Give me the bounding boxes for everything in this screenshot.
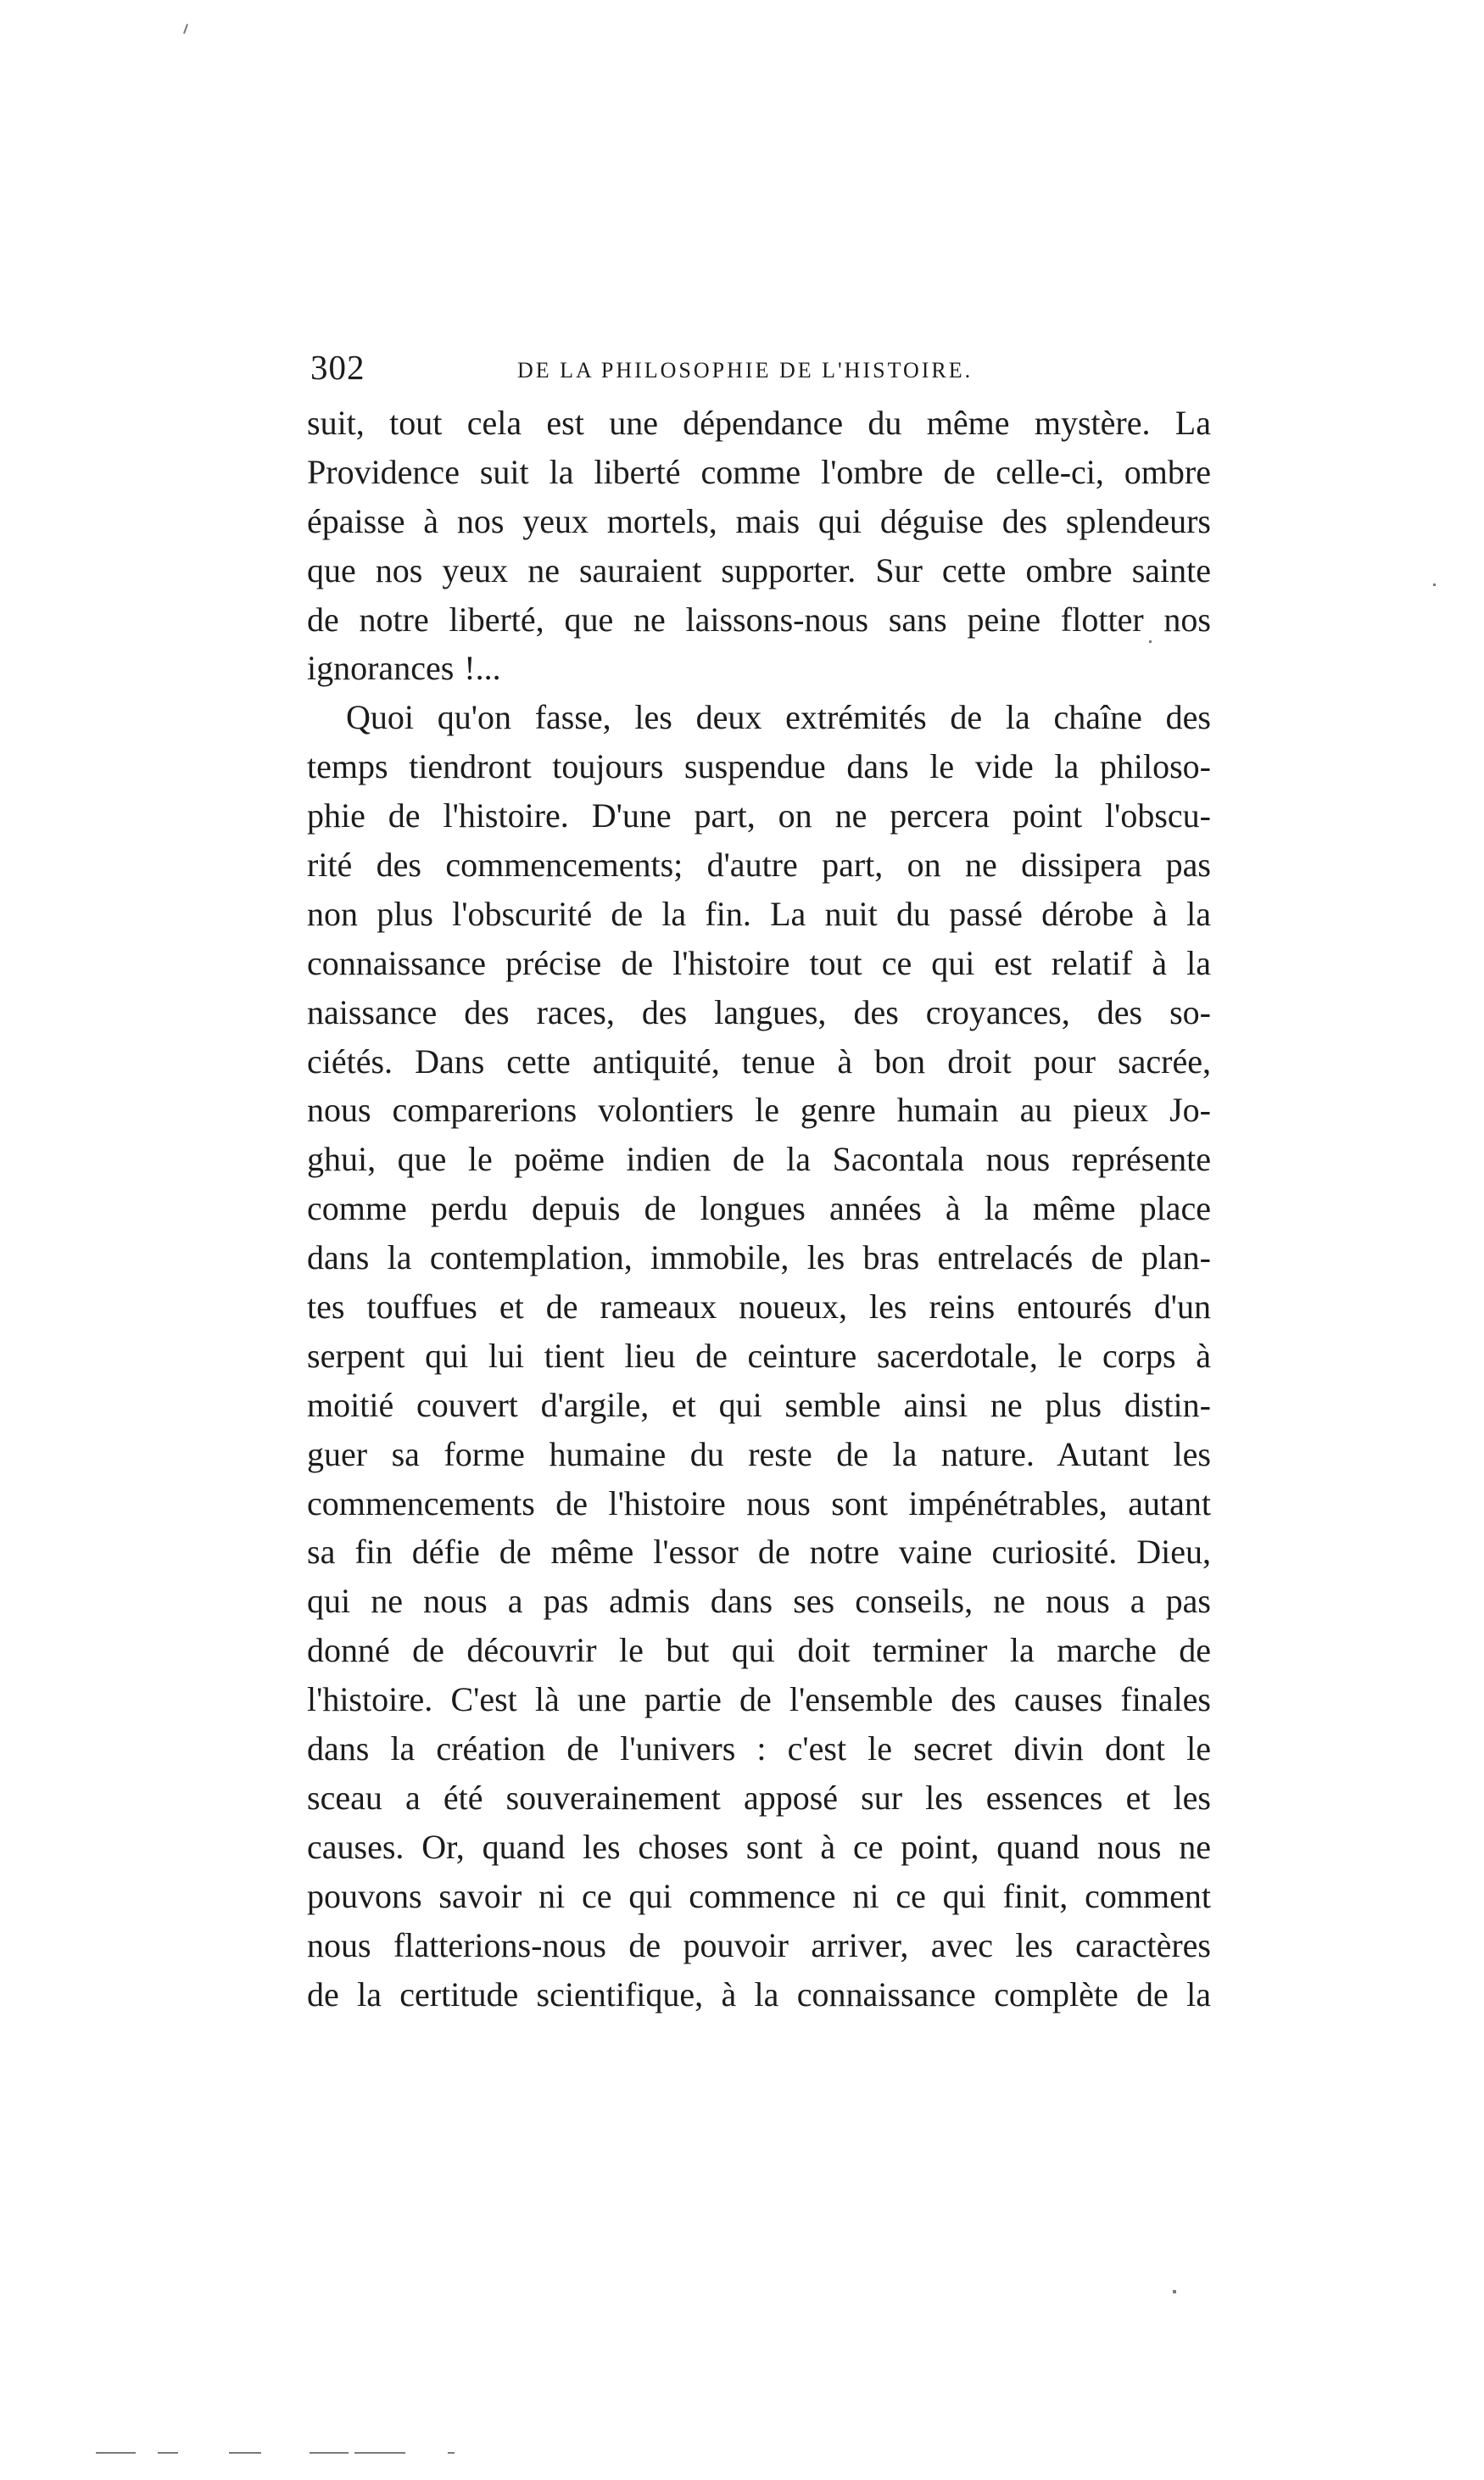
text-line: nous flatterions-nous de pouvoir arriver, avec les caractères <box>307 1925 1211 1964</box>
text-line: l'histoire. C'est là une partie de l'ensemble des causes finales <box>307 1680 1211 1719</box>
scan-speck <box>354 2452 405 2454</box>
text-line: donné de découvrir le but qui doit terminer la marche de <box>307 1631 1211 1670</box>
text-line: serpent qui lui tient lieu de ceinture sacerdotale, le corps à <box>307 1336 1211 1375</box>
scan-speck <box>158 2452 178 2454</box>
text-line: de notre liberté, que ne laissons-nous sans peine flotter nos <box>307 600 1211 639</box>
text-line: tes touffues et de rameaux noueux, les reins entourés d'un <box>307 1287 1211 1327</box>
text-line: connaissance précise de l'histoire tout ce qui est relatif à la <box>307 943 1211 982</box>
text-line: sa fin défie de même l'essor de notre vaine curiosité. Dieu, <box>307 1533 1211 1572</box>
text-line: ciétés. Dans cette antiquité, tenue à bon droit pour sacrée, <box>307 1042 1211 1081</box>
text-line: dans la création de l'univers : c'est le secret divin dont le <box>307 1729 1211 1768</box>
text-line: que nos yeux ne sauraient supporter. Sur cette ombre sainte <box>307 550 1211 589</box>
text-line: pouvons savoir ni ce qui commence ni ce qui finit, comment <box>307 1876 1211 1915</box>
text-line: commencements de l'histoire nous sont impénétrables, autant <box>307 1483 1211 1522</box>
text-line: dans la contemplation, immobile, les bras entrelacés de plan- <box>307 1238 1211 1277</box>
text-line: qui ne nous a pas admis dans ses conseils, ne nous a pas <box>307 1582 1211 1621</box>
text-line: ghui, que le poëme indien de la Sacontala nous représente <box>307 1140 1211 1179</box>
text-line: temps tiendront toujours suspendue dans le vide la philoso- <box>307 747 1211 786</box>
page-number: 302 <box>310 348 365 387</box>
scan-speck <box>229 2452 261 2454</box>
scan-speck <box>310 2452 349 2454</box>
text-line: sceau a été souverainement apposé sur les essences et les <box>307 1778 1211 1817</box>
text-line: épaisse à nos yeux mortels, mais qui déguise des splendeurs <box>307 501 1211 540</box>
body-text <box>307 399 1211 2019</box>
scan-speck <box>448 2452 455 2454</box>
text-line: rité des commencements; d'autre part, on ne dissipera pas <box>307 846 1211 885</box>
paragraph-start-line: Quoi qu'on fasse, les deux extrémités de la chaîne des <box>346 698 1211 737</box>
text-line: guer sa forme humaine du reste de la nature. Autant les <box>307 1434 1211 1473</box>
text-line: de la certitude scientifique, à la connaissance complète de la <box>307 1975 1211 2014</box>
text-line: nous comparerions volontiers le genre humain au pieux Jo- <box>307 1091 1211 1130</box>
scan-speck <box>1173 2290 1176 2293</box>
text-line: naissance des races, des langues, des croyances, des so- <box>307 992 1211 1031</box>
text-line: phie de l'histoire. D'une part, on ne percera point l'obscu- <box>307 796 1211 835</box>
scan-speck <box>1149 640 1152 643</box>
text-line: causes. Or, quand les choses sont à ce point, quand nous ne <box>307 1827 1211 1866</box>
text-line: moitié couvert d'argile, et qui semble ainsi ne plus distin- <box>307 1385 1211 1424</box>
text-line: suit, tout cela est une dépendance du même mystère. La <box>307 404 1211 442</box>
paragraph-end-line: ignorances !... <box>307 649 501 688</box>
text-line: comme perdu depuis de longues années à la même place <box>307 1189 1211 1228</box>
text-line: Providence suit la liberté comme l'ombre de celle-ci, ombre <box>307 452 1211 491</box>
text-line: non plus l'obscurité de la fin. La nuit du passé dérobe à la <box>307 894 1211 933</box>
scan-speck <box>183 24 188 34</box>
running-title: DE LA PHILOSOPHIE DE L'HISTOIRE. <box>517 358 974 383</box>
page-header <box>310 342 1209 393</box>
scan-speck <box>96 2452 136 2454</box>
scan-speck <box>1433 584 1436 586</box>
